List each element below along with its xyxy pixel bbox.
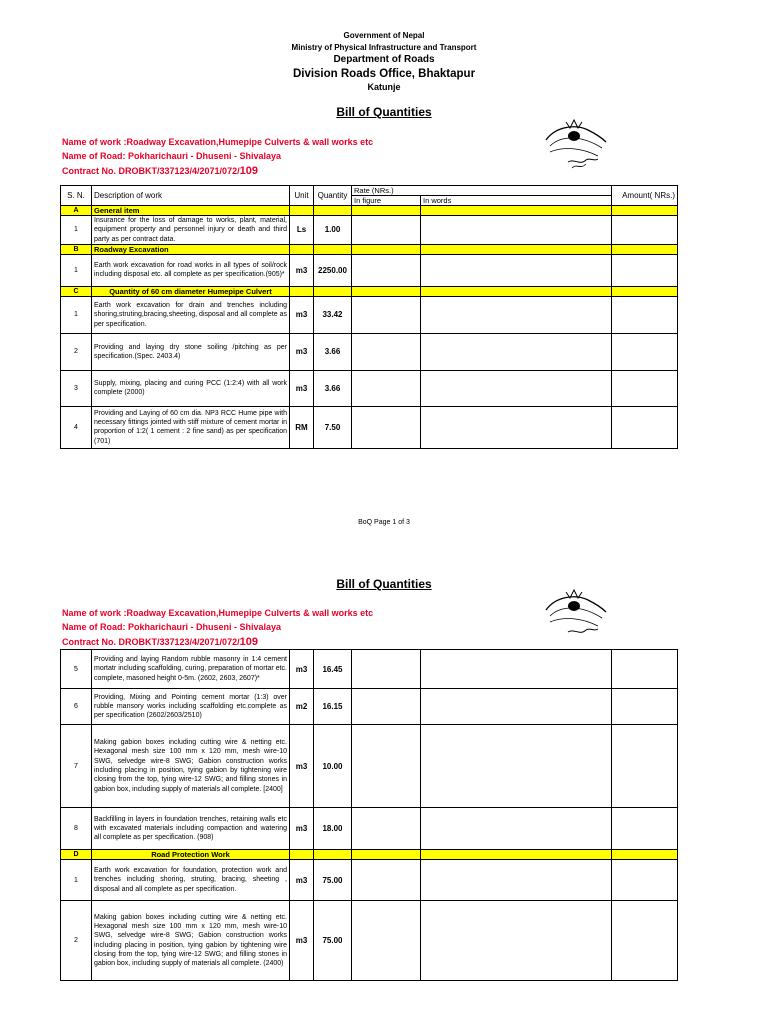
col-amount: Amount( NRs.) <box>612 186 678 206</box>
work-name: Name of work :Roadway Excavation,Humepipe Culverts & wall works etc <box>62 608 374 618</box>
col-rate: Rate (NRs.) <box>352 186 612 196</box>
col-in-words: In words <box>421 196 612 206</box>
table-row: 1 Earth work excavation for drain and trenches including shoring,struting,bracing,sheeting, disposal and all complete as per specification. m3 33.42 <box>61 296 678 333</box>
work-name: Name of work :Roadway Excavation,Humepipe Culverts & wall works etc <box>62 137 374 147</box>
table-row: 5 Providing and laying Random rubble masonry in 1:4 cement mortatr including scaffolding, curing, preparation of mortar etc. complete, masoned height 0-5m. (2602, 2603, 2607)* m3 16.45 <box>61 650 678 689</box>
boq-table-page2 <box>60 649 678 981</box>
gov-title: Government of Nepal <box>343 31 425 40</box>
office-title: Division Roads Office, Bhaktapur <box>292 68 476 80</box>
ministry-title: Ministry of Physical Infrastructure and Transport <box>291 43 477 52</box>
col-unit: Unit <box>290 186 314 206</box>
col-description: Description of work <box>92 186 290 206</box>
place-title: Katunje <box>367 82 401 92</box>
table-row: 6 Providing, Mixing and Pointing cement mortar (1:3) over rubble mansory works including scaffolding etc.complete as per specification (2602/2603/2510) m2 16.15 <box>61 689 678 725</box>
col-sn: S. N. <box>61 186 92 206</box>
page-footer: BoQ Page 1 of 3 <box>358 519 410 526</box>
col-in-figure: In figure <box>352 196 421 206</box>
section-row: A General item <box>61 206 678 216</box>
boq-table-page1 <box>60 185 678 449</box>
table-row: 8 Backfilling in layers in foundation trenches, retaining walls etc with excavated materials including compaction and watering all complete as per specification. (908) m3 18.00 <box>61 808 678 850</box>
table-row: 7 Making gabion boxes including cutting wire & netting etc. Hexagonal mesh size 100 mm x 120 mm, mesh wire-10 SWG, selvedge wire-8 SWG; Gabion construction works including placing in position, tying gabion by tightening wire closing from the top, tying wire-12 SWG; and filling stones in gabion box, including supply of materials all complete. [2400] m3 10.00 <box>61 725 678 808</box>
road-name: Name of Road: Pokharichauri - Dhuseni - Shivalaya <box>62 622 282 632</box>
boq-title: Bill of Quantities <box>336 577 432 591</box>
table-row: 2 Providing and laying dry stone soiling /pitching as per specification.(Spec. 2403.4) m3 3.66 <box>61 333 678 370</box>
section-row: C Quantity of 60 cm diameter Humepipe Culvert <box>61 286 678 296</box>
contract-no: Contract No. DROBKT/337123/4/2071/072/109 <box>62 636 258 648</box>
table-row: 2 Making gabion boxes including cutting wire & netting etc. Hexagonal mesh size 100 mm x 120 mm, mesh wire-10 SWG, selvedge wire-8 SWG; Gabion construction works including placing in position, tying gabion by tightening wire closing from the top, tying wire-12 SWG; and filling stones in gabion box, including supply of materials all complete. (2400) m3 75.00 <box>61 901 678 981</box>
boq-title: Bill of Quantities <box>336 105 432 119</box>
section-row: D Road Protection Work <box>61 850 678 860</box>
table-row: 1 Earth work excavation for foundation, protection work and trenches including shoring, struting, bracing, sheeting , disposal and all complete as per specification. m3 75.00 <box>61 860 678 901</box>
table-row: 1 Insurance for the loss of damage to works, plant, material, equipment property and personnel injury or death and third party as per contract data. Ls 1.00 <box>61 216 678 245</box>
col-quantity: Quantity <box>314 186 352 206</box>
table-header-row <box>61 186 678 196</box>
table-row: 1 Earth work excavation for road works in all types of soil/rock including disposal etc. all complete as per specification.(905)* m3 2250.00 <box>61 254 678 286</box>
road-name: Name of Road: Pokharichauri - Dhuseni - Shivalaya <box>62 151 282 161</box>
section-row: B Roadway Excavation <box>61 244 678 254</box>
contract-no: Contract No. DROBKT/337123/4/2071/072/109 <box>62 165 258 177</box>
department-title: Department of Roads <box>333 54 435 65</box>
office-seal-icon <box>536 584 616 644</box>
office-seal-icon <box>536 112 616 176</box>
table-row: 4 Providing and Laying of 60 cm dia. NP3 RCC Hume pipe with necessary fittings jointed with stiff mixture of cement mortar in proportion of 1:2( 1 cement : 2 fine sand) as per specification (701) RM 7.50 <box>61 406 678 448</box>
table-row: 3 Supply, mixing, placing and curing PCC (1:2:4) with all work complete (2000) m3 3.66 <box>61 370 678 406</box>
